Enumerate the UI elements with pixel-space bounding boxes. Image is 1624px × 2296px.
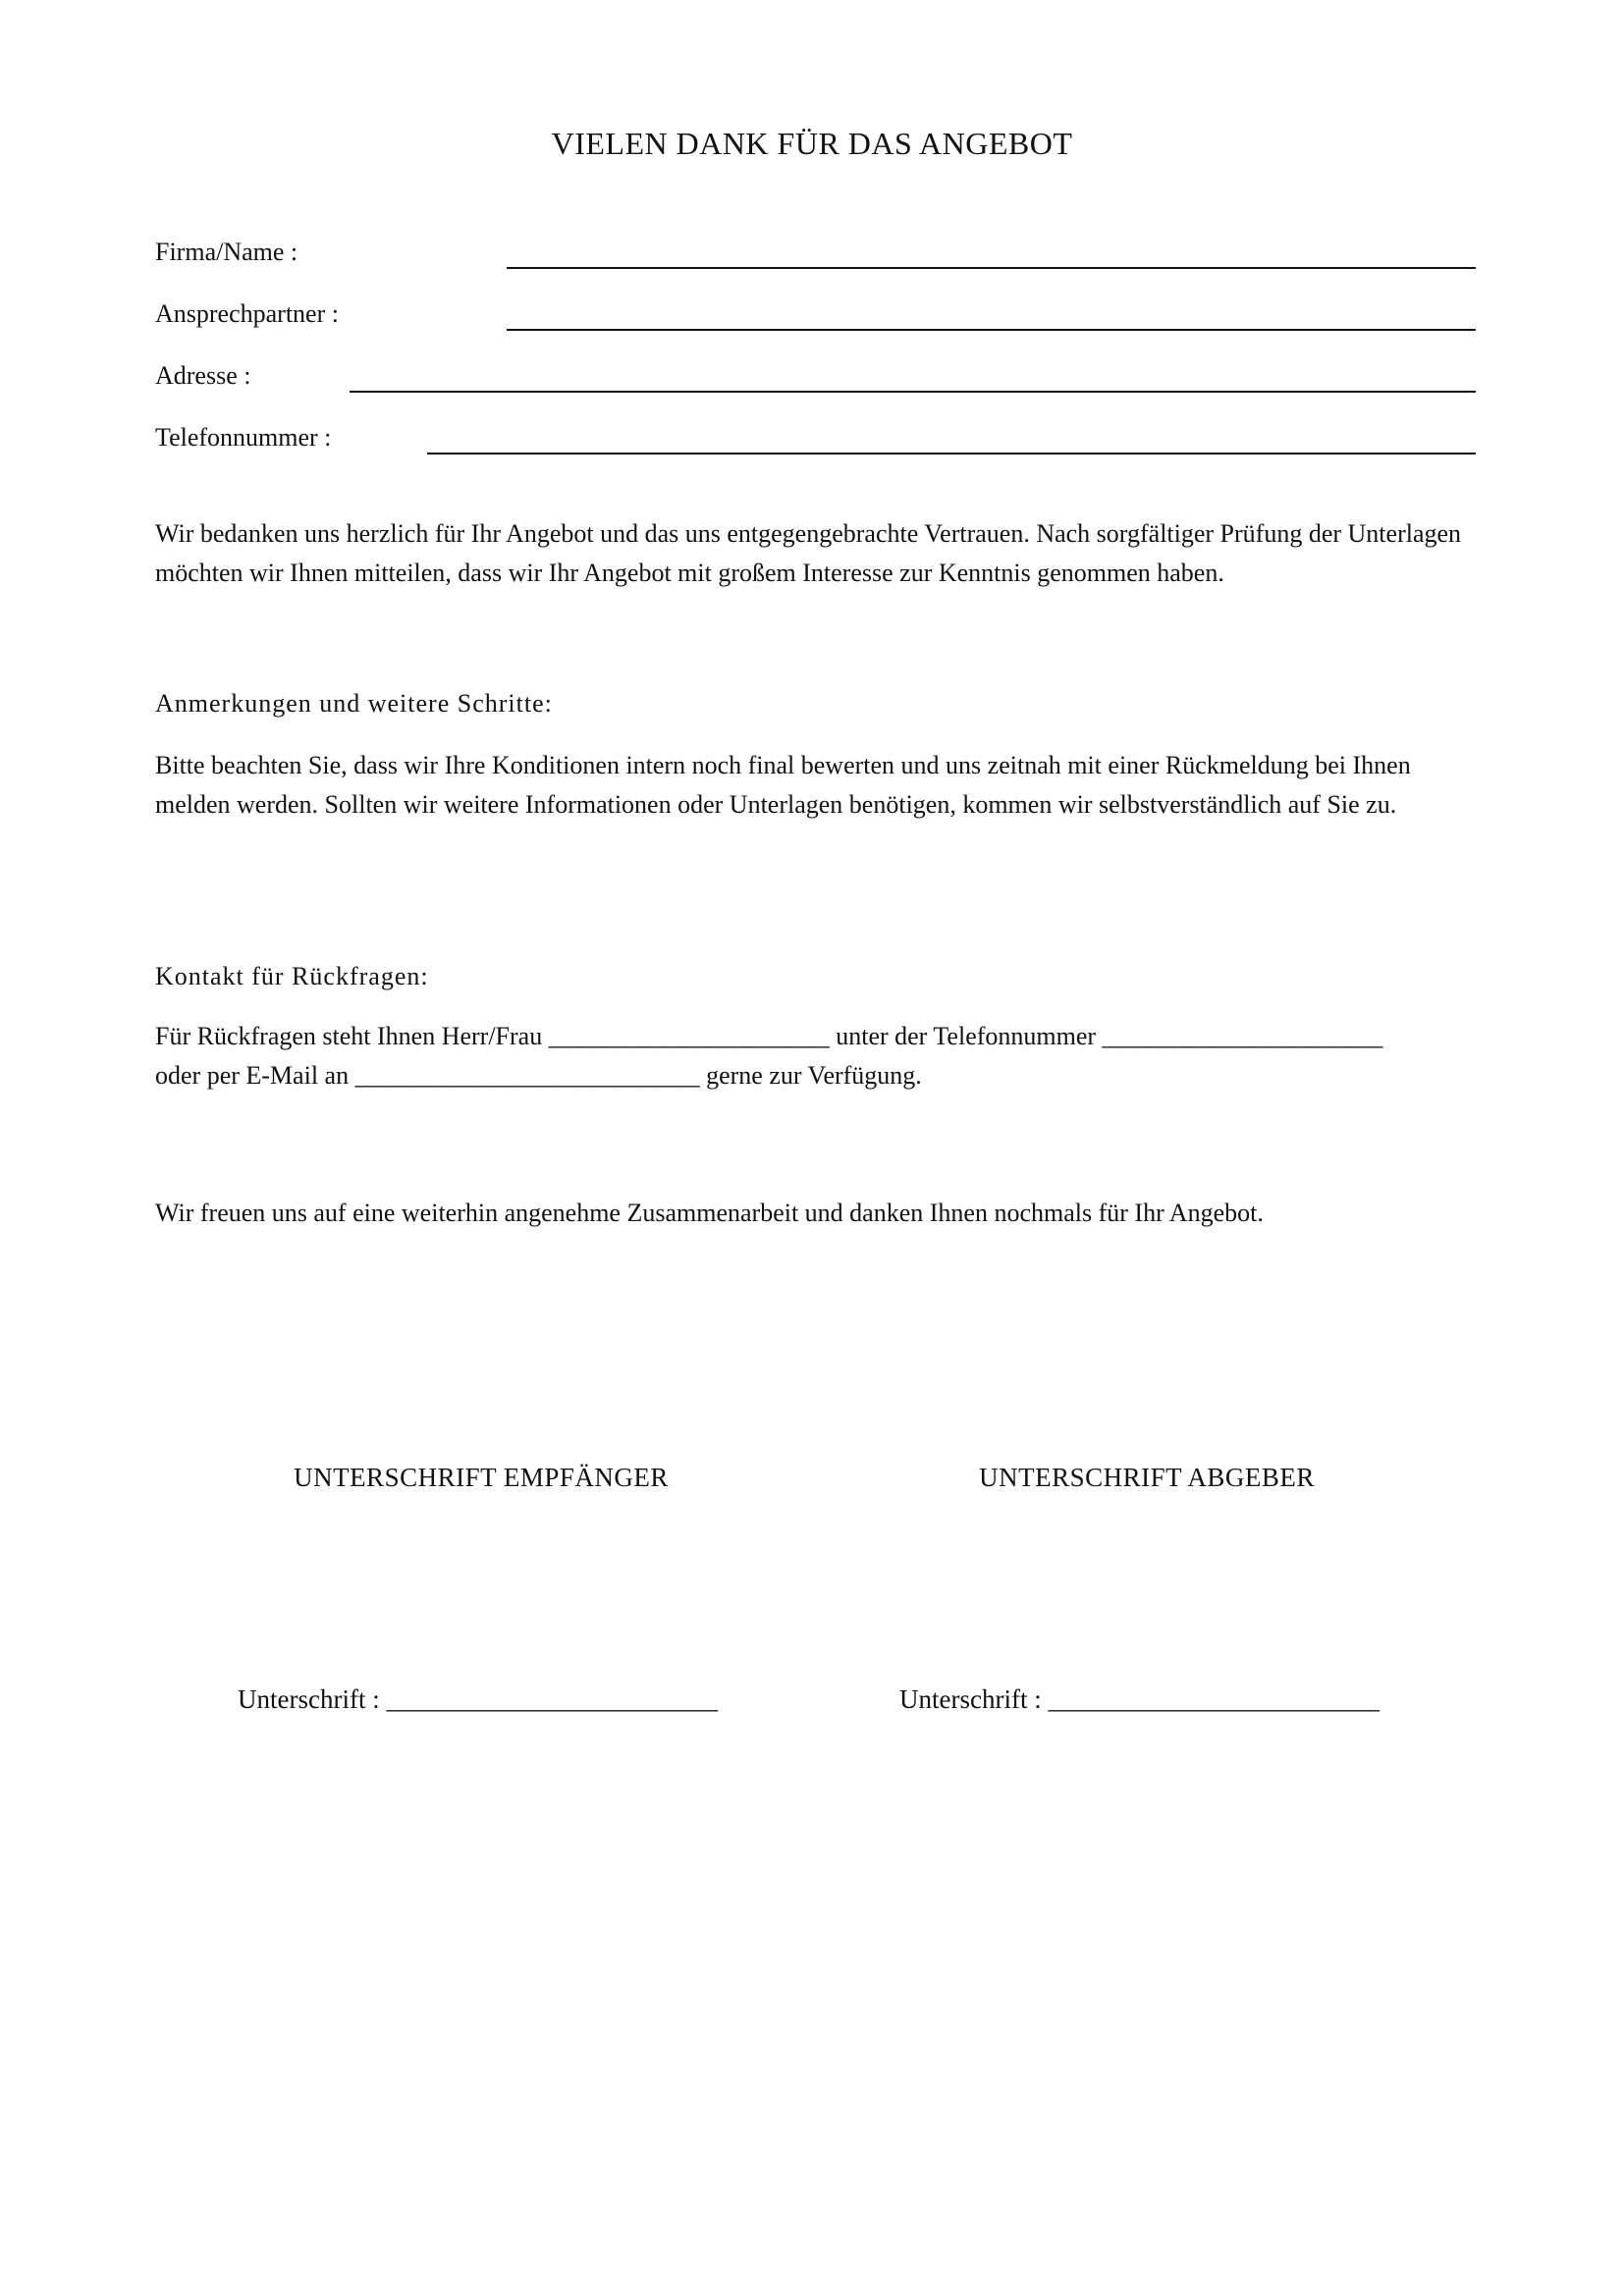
field-label-firma-name: Firma/Name : [155,238,298,266]
contact-heading: Kontakt für Rückfragen: [155,962,429,990]
intro-paragraph: Wir bedanken uns herzlich für Ihr Angebot und das uns entgegengebrachte Vertrauen. Nach sorgfältiger Prüfung der Unterlagen möchten wir Ihnen mitteilen, dass wir Ihr Angebot mit großem Interesse zur Kenntnis genommen haben. [155,519,1462,587]
field-ansprechpartner [155,299,1476,339]
field-label-ansprechpartner: Ansprechpartner : [155,299,339,328]
field-firma-name [155,238,1476,277]
field-telefonnummer [155,423,1476,462]
contact-line-1: Für Rückfragen steht Ihnen Herr/Frau ______________________ unter der Telefonnummer ______________________ [155,1022,1383,1050]
notes-heading: Anmerkungen und weitere Schritte: [155,689,553,718]
ansprechpartner-input[interactable] [507,329,1476,331]
notes-paragraph: Bitte beachten Sie, dass wir Ihre Konditionen intern noch final bewerten und uns zeitnah mit einer Rückmeldung bei Ihnen melden werden. Sollten wir weitere Informationen oder Unterlagen benötigen, kommen wir selbstverständlich auf Sie zu. [155,751,1411,819]
signature-heading-recipient: UNTERSCHRIFT EMPFÄNGER [294,1463,669,1492]
closing-paragraph: Wir freuen uns auf eine weiterhin angenehme Zusammenarbeit und danken Ihnen nochmals für Ihr Angebot. [155,1199,1264,1227]
signature-line-recipient[interactable]: Unterschrift : _________________________ [238,1684,718,1714]
page-title: VIELEN DANK FÜR DAS ANGEBOT [551,126,1073,161]
signature-line-issuer[interactable]: Unterschrift : _________________________ [899,1684,1380,1714]
adresse-input[interactable] [350,391,1476,393]
contact-line-2: oder per E-Mail an ___________________________ gerne zur Verfügung. [155,1061,922,1090]
signature-heading-issuer: UNTERSCHRIFT ABGEBER [979,1463,1315,1492]
field-adresse [155,361,1476,400]
telefonnummer-input[interactable] [427,453,1476,454]
firma-name-input[interactable] [507,267,1476,269]
field-label-adresse: Adresse : [155,361,251,390]
field-label-telefonnummer: Telefonnummer : [155,423,332,452]
